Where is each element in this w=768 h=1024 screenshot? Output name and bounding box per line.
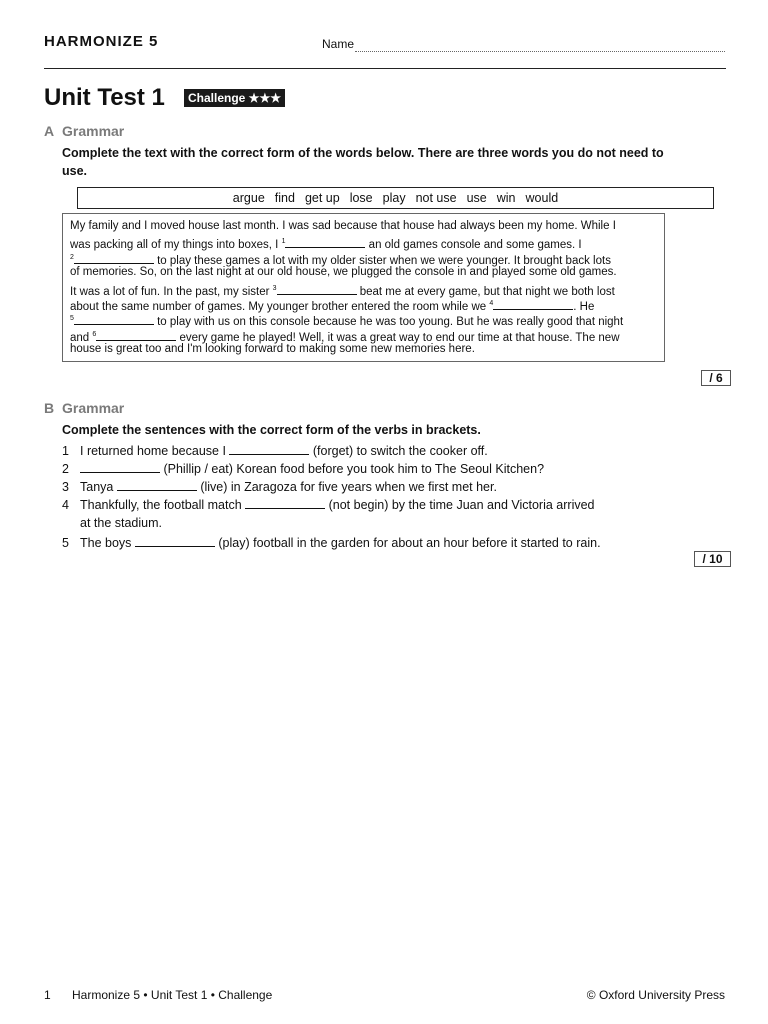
gap-number: 2 (70, 253, 74, 261)
text-segment: My family and I moved house last month. I was sad because that house had always been my home. While I (70, 220, 616, 232)
question-item (62, 460, 544, 478)
answer-blank[interactable] (135, 536, 215, 547)
reading-text-box (62, 213, 665, 362)
section-a-instruction: Complete the text with the correct form of the words below. There are three words you do not need to use. (62, 146, 664, 178)
section-a-title: Grammar (62, 123, 125, 139)
text-segment: house is great too and I'm looking forward to making some new memories here. (70, 343, 475, 356)
question-text: I returned home because I (80, 444, 230, 458)
challenge-badge: Challenge ★★★ (184, 89, 285, 107)
answer-blank[interactable] (277, 284, 357, 295)
footer-copyright: © Oxford University Press (586, 988, 725, 1002)
word-option: not use (415, 191, 457, 205)
question-continuation: at the stadium. (80, 516, 162, 530)
text-segment: to play these games a lot with my older sister when we were younger. It brought back lots (153, 254, 611, 267)
text-segment: . He (573, 300, 595, 313)
text-line (70, 250, 657, 265)
question-text: Thankfully, the football match (80, 498, 246, 512)
word-option: win (496, 191, 516, 205)
text-segment: was packing all of my things into boxes, I (70, 239, 282, 252)
text-line (70, 281, 657, 296)
name-field[interactable] (355, 51, 725, 52)
brand-logo: HARMONIZE 5 (44, 33, 159, 50)
question-text: (forget) to switch the cooker off. (309, 444, 488, 458)
word-option: argue (232, 191, 265, 205)
question-text: Tanya (80, 480, 117, 494)
word-option: find (274, 191, 295, 205)
word-box (77, 187, 714, 209)
answer-blank[interactable] (117, 480, 197, 491)
name-label: Name (322, 37, 355, 51)
question-text: (play) football in the garden for about an hour before it started to rain. (214, 536, 601, 550)
section-b-letter: B (44, 400, 55, 416)
text-segment: beat me at every game, but that night we both lost (356, 285, 615, 298)
text-line (70, 327, 657, 342)
section-b-heading (44, 400, 124, 416)
word-option: use (466, 191, 487, 205)
question-number: 4 (62, 498, 69, 512)
footer-label: Harmonize 5 • Unit Test 1 • Challenge (72, 988, 273, 1002)
section-a-letter: A (44, 123, 55, 139)
section-a-heading (44, 123, 124, 139)
text-line (70, 234, 657, 252)
question-item (62, 442, 488, 460)
question-number: 5 (62, 536, 69, 550)
question-number: 2 (62, 462, 69, 476)
text-line (70, 296, 657, 311)
question-item (62, 496, 595, 532)
text-segment: It was a lot of fun. In the past, my sister (70, 285, 273, 298)
question-text: (not begin) by the time Juan and Victoria arrived (325, 498, 595, 512)
word-option: play (382, 191, 406, 205)
section-b-title: Grammar (62, 400, 125, 416)
text-line (70, 311, 657, 329)
page-title: Unit Test 1 (44, 84, 165, 111)
question-item (62, 478, 497, 496)
answer-blank[interactable] (245, 498, 325, 509)
text-line (70, 342, 657, 357)
answer-blank[interactable] (74, 253, 154, 264)
answer-blank[interactable] (229, 444, 309, 455)
question-number: 1 (62, 444, 69, 458)
question-text: (Phillip / eat) Korean food before you took him to The Seoul Kitchen? (160, 462, 545, 476)
text-segment: to play with us on this console because he was too young. But he was really good that night (153, 316, 624, 329)
gap-number: 6 (92, 330, 97, 338)
answer-blank[interactable] (74, 314, 154, 325)
gap-number: 4 (489, 299, 494, 307)
text-segment: every game he played! Well, it was a great way to end our time at that house. The new (176, 331, 620, 344)
text-segment: about the same number of games. My younger brother entered the room while we (70, 300, 490, 313)
word-option: would (525, 191, 559, 205)
answer-blank[interactable] (80, 462, 160, 473)
header-divider (44, 68, 726, 69)
gap-number: 5 (70, 315, 74, 323)
question-text: (live) in Zaragoza for five years when we first met her. (196, 480, 497, 494)
footer-page-number: 1 (44, 988, 51, 1002)
answer-blank[interactable] (96, 330, 176, 341)
text-line (70, 219, 657, 234)
text-segment: an old games console and some games. I (365, 239, 582, 252)
gap-number: 3 (272, 284, 277, 292)
section-b-instruction: Complete the sentences with the correct form of the verbs in brackets. (62, 423, 481, 437)
text-line (70, 265, 657, 280)
text-segment: of memories. So, on the last night at our old house, we plugged the console in and played some old games. (70, 266, 617, 279)
gap-number: 1 (281, 238, 286, 246)
section-b-score: / 10 (694, 551, 731, 567)
question-text: The boys (80, 536, 135, 550)
text-segment: and (70, 331, 93, 344)
answer-blank[interactable] (493, 299, 573, 310)
word-option: lose (349, 191, 373, 205)
question-item (62, 534, 601, 552)
question-number: 3 (62, 480, 69, 494)
answer-blank[interactable] (285, 237, 365, 248)
word-option: get up (304, 191, 340, 205)
section-a-score: / 6 (701, 370, 731, 386)
